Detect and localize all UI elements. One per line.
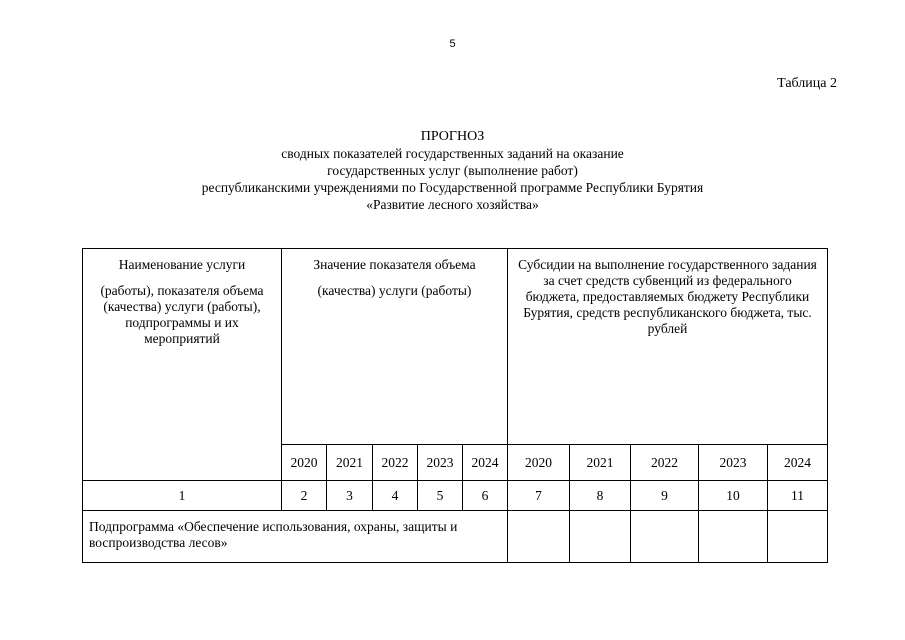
column-number-cell: 1 — [83, 481, 282, 511]
column-number-cell: 4 — [373, 481, 418, 511]
subprogram-empty-cell — [699, 511, 768, 563]
heading-line-4: «Развитие лесного хозяйства» — [366, 197, 539, 212]
heading-title: ПРОГНОЗ — [420, 129, 485, 144]
column-number-cell: 5 — [418, 481, 463, 511]
column-number-cell: 9 — [631, 481, 699, 511]
subsidy-year-cell: 2022 — [631, 445, 699, 481]
subsidy-year-cell: 2020 — [508, 445, 570, 481]
name-header-rest: (работы), показателя объема (качества) услуги (работы), подпрограммы и их мероприятий — [100, 283, 264, 346]
header-row — [83, 249, 828, 445]
forecast-table — [82, 248, 828, 563]
table-label: Таблица 2 — [777, 76, 837, 91]
name-column-header — [83, 249, 282, 481]
column-number-cell: 3 — [327, 481, 373, 511]
values-header-rest: (качества) услуги (работы) — [317, 283, 472, 298]
value-year-cell: 2021 — [327, 445, 373, 481]
heading-line-2: государственных услуг (выполнение работ) — [327, 163, 578, 178]
subsidy-year-cell: 2023 — [699, 445, 768, 481]
column-number-cell: 7 — [508, 481, 570, 511]
column-number-cell: 6 — [463, 481, 508, 511]
value-year-cell: 2024 — [463, 445, 508, 481]
subsidy-year-cell: 2021 — [570, 445, 631, 481]
subprogram-label: Подпрограмма «Обеспечение использования, охраны, защиты и воспроизводства лесов» — [83, 511, 508, 563]
name-header-line1: Наименование услуги — [118, 257, 246, 272]
column-number-cell: 8 — [570, 481, 631, 511]
value-year-cell: 2022 — [373, 445, 418, 481]
subprogram-empty-cell — [631, 511, 699, 563]
column-number-cell: 11 — [768, 481, 828, 511]
column-number-cell: 10 — [699, 481, 768, 511]
heading-line-1: сводных показателей государственных заданий на оказание — [281, 146, 624, 161]
subprogram-empty-cell — [508, 511, 570, 563]
column-number-cell: 2 — [282, 481, 327, 511]
document-heading — [0, 128, 905, 213]
subsidy-year-cell: 2024 — [768, 445, 828, 481]
value-year-cell: 2023 — [418, 445, 463, 481]
subsidy-column-header: Субсидии на выполнение государственного задания за счет средств субвенций из федерального бюджета, предоставляемых бюджету Республики Бурятия, средств республиканского бюджета, тыс. рублей — [508, 249, 828, 445]
values-column-header — [282, 249, 508, 445]
subprogram-empty-cell — [768, 511, 828, 563]
subprogram-empty-cell — [570, 511, 631, 563]
column-numbers-row — [83, 481, 828, 511]
subprogram-row — [83, 511, 828, 563]
page-number: 5 — [449, 38, 456, 50]
value-year-cell: 2020 — [282, 445, 327, 481]
values-header-line1: Значение показателя объема — [313, 257, 476, 272]
heading-line-3: республиканскими учреждениями по Государственной программе Республики Бурятия — [201, 180, 704, 195]
